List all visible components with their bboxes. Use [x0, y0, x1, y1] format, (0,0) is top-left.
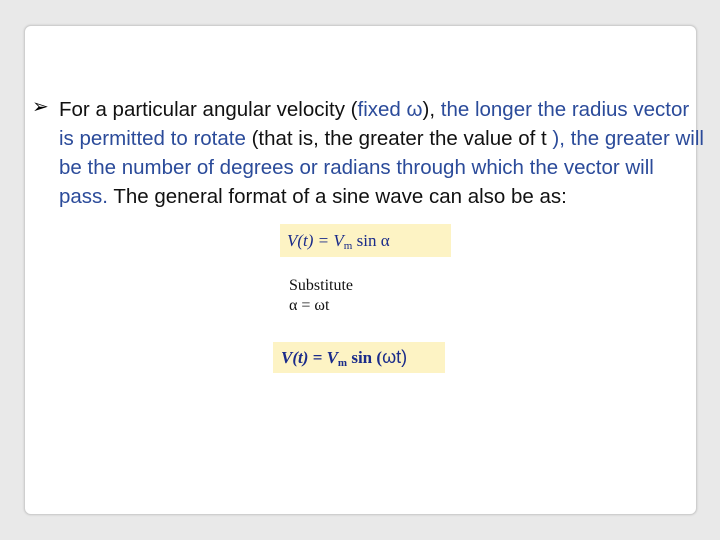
- formula-sine-omega-t: [273, 342, 445, 373]
- para-part-5: (that is, the greater the value of t: [245, 127, 553, 150]
- formula2-mid: sin (: [347, 348, 383, 367]
- formula2-argument: ωt): [382, 347, 408, 367]
- formula2-subscript: m: [337, 357, 348, 369]
- formula2-lhs: V(t) = V: [281, 348, 338, 367]
- formula-sine-alpha: [280, 224, 451, 257]
- formula1-rhs: sin α: [352, 231, 390, 250]
- substitute-expression: α = ωt: [289, 297, 330, 314]
- formula1-lhs: V(t) = V: [287, 231, 344, 250]
- para-part-2: fixed ω: [357, 98, 423, 121]
- body-paragraph: [59, 95, 704, 211]
- para-part-6: ), the greater will be the number of degrees or radians through which the vector will pass.: [59, 127, 704, 208]
- para-part-4: the longer the radius vector is permitted to rotate: [59, 98, 690, 150]
- arrow-bullet-icon: ➢: [32, 94, 49, 118]
- substitute-label: Substitute: [289, 277, 354, 294]
- formula1-subscript: m: [343, 240, 353, 252]
- para-part-1: For a particular angular velocity (: [59, 98, 358, 121]
- substitute-note: [289, 276, 353, 316]
- para-part-7: The general format of a sine wave can also be as:: [108, 185, 567, 208]
- para-part-3: ),: [422, 98, 441, 121]
